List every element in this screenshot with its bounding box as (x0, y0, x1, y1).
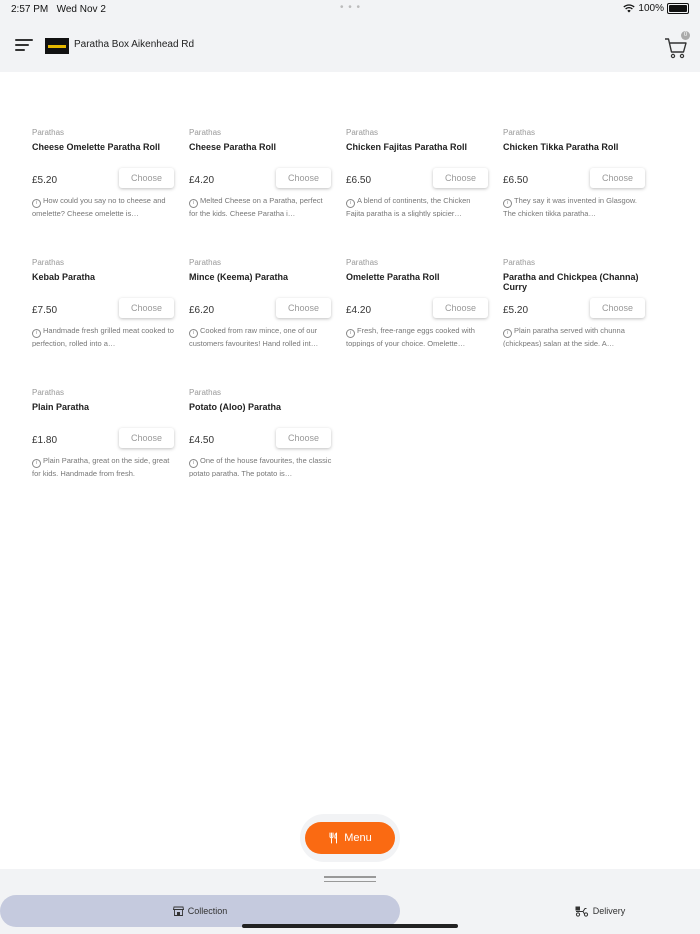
status-right (623, 3, 689, 14)
product-description-text: Plain Paratha, great on the side, great for kids. Handmade from fresh. (32, 456, 170, 477)
delivery-scooter-icon (575, 906, 589, 917)
info-icon[interactable]: i (346, 329, 355, 338)
product-description (32, 455, 175, 477)
product-card[interactable] (189, 258, 332, 388)
product-description (189, 455, 332, 477)
store-icon (173, 906, 184, 916)
choose-button[interactable]: Choose (433, 298, 488, 318)
choose-button[interactable]: Choose (276, 298, 331, 318)
battery-icon (667, 3, 689, 14)
status-bar (0, 0, 700, 20)
product-card[interactable] (189, 388, 332, 518)
info-icon[interactable]: i (189, 329, 198, 338)
product-card[interactable] (503, 128, 646, 258)
choose-button[interactable]: Choose (590, 168, 645, 188)
product-name: Plain Paratha (32, 402, 90, 412)
product-price: £7.50 (32, 305, 58, 316)
product-card[interactable] (346, 258, 489, 388)
product-price: £4.20 (189, 175, 215, 186)
product-description-text: Cooked from raw mince, one of our customers favourites! Hand rolled int… (189, 326, 319, 347)
product-grid (32, 128, 660, 518)
product-card[interactable] (32, 128, 175, 258)
choose-button[interactable]: Choose (119, 168, 174, 188)
tab-delivery[interactable] (500, 895, 700, 927)
status-time-date (11, 4, 106, 15)
product-description-text: Plain paratha served with chunna (chickpeas) salan at the side. A… (503, 326, 625, 347)
utensils-icon (328, 832, 339, 844)
product-card[interactable] (503, 258, 646, 388)
info-icon[interactable]: i (503, 329, 512, 338)
status-time: 2:57 PM (11, 4, 49, 15)
info-icon[interactable]: i (32, 329, 41, 338)
product-category: Parathas (32, 258, 65, 267)
product-category: Parathas (189, 258, 222, 267)
wifi-icon (623, 4, 635, 13)
product-description-text: One of the house favourites, the classic potato paratha. The potato is… (189, 456, 332, 477)
product-price: £6.20 (189, 305, 215, 316)
product-name: Chicken Fajitas Paratha Roll (346, 142, 468, 152)
product-category: Parathas (32, 128, 65, 137)
product-price: £5.20 (32, 175, 58, 186)
product-description-text: Melted Cheese on a Paratha, perfect for the kids. Cheese Paratha i… (189, 196, 323, 217)
info-icon[interactable]: i (346, 199, 355, 208)
product-price: £5.20 (503, 305, 529, 316)
store-logo (45, 38, 69, 54)
product-name: Cheese Paratha Roll (189, 142, 277, 152)
product-category: Parathas (503, 258, 536, 267)
product-description-text: Handmade fresh grilled meat cooked to perfection, rolled into a… (32, 326, 174, 347)
hamburger-menu-icon[interactable] (15, 39, 33, 53)
info-icon[interactable]: i (32, 199, 41, 208)
info-icon[interactable]: i (189, 459, 198, 468)
product-name: Chicken Tikka Paratha Roll (503, 142, 619, 152)
product-description-text: Fresh, free-range eggs cooked with toppings of your choice. Omelette… (346, 326, 475, 347)
product-name: Mince (Keema) Paratha (189, 272, 289, 282)
choose-button[interactable]: Choose (276, 428, 331, 448)
choose-button[interactable]: Choose (433, 168, 488, 188)
product-price: £4.50 (189, 435, 215, 446)
product-card[interactable] (32, 258, 175, 388)
product-card[interactable] (346, 128, 489, 258)
product-category: Parathas (189, 128, 222, 137)
choose-button[interactable]: Choose (276, 168, 331, 188)
product-category: Parathas (503, 128, 536, 137)
battery-percent: 100% (638, 3, 664, 14)
product-description (503, 195, 646, 217)
choose-button[interactable]: Choose (119, 298, 174, 318)
tab-delivery-label: Delivery (592, 906, 626, 916)
product-description (346, 325, 489, 347)
app-header (0, 20, 700, 72)
product-category: Parathas (346, 258, 379, 267)
product-name: Potato (Aloo) Paratha (189, 402, 282, 412)
product-description (32, 195, 175, 217)
choose-button[interactable]: Choose (590, 298, 645, 318)
drag-handle[interactable] (324, 876, 376, 882)
product-category: Parathas (346, 128, 379, 137)
product-description (503, 325, 646, 347)
info-icon[interactable]: i (189, 199, 198, 208)
product-name: Omelette Paratha Roll (346, 272, 440, 282)
cart-count-badge: 0 (681, 31, 690, 40)
tab-collection[interactable] (0, 895, 400, 927)
product-category: Parathas (189, 388, 222, 397)
home-indicator[interactable] (242, 924, 458, 928)
product-card[interactable] (32, 388, 175, 518)
product-price: £6.50 (346, 175, 372, 186)
info-icon[interactable]: i (503, 199, 512, 208)
choose-button[interactable]: Choose (119, 428, 174, 448)
product-name: Kebab Paratha (32, 272, 96, 282)
product-description-text: They say it was invented in Glasgow. The chicken tikka paratha… (503, 196, 637, 217)
product-category: Parathas (32, 388, 65, 397)
product-description (346, 195, 489, 217)
product-price: £4.20 (346, 305, 372, 316)
product-description-text: A blend of continents, the Chicken Fajita paratha is a slightly spicier… (346, 196, 471, 217)
product-card[interactable] (189, 128, 332, 258)
store-name: Paratha Box Aikenhead Rd (74, 39, 195, 50)
product-description-text: How could you say no to cheese and omelette? Cheese omelette is… (32, 196, 166, 217)
product-name: Paratha and Chickpea (Channa) Curry (503, 272, 639, 292)
tab-collection-label: Collection (187, 906, 228, 916)
product-description (189, 325, 332, 347)
status-date: Wed Nov 2 (56, 4, 106, 15)
menu-button-label: Menu (344, 832, 372, 844)
product-name: Cheese Omelette Paratha Roll (32, 142, 161, 152)
product-description (189, 195, 332, 217)
menu-button[interactable] (305, 822, 395, 854)
multitask-dots[interactable]: • • • (340, 2, 362, 13)
product-price: £6.50 (503, 175, 529, 186)
info-icon[interactable]: i (32, 459, 41, 468)
product-description (32, 325, 175, 347)
product-price: £1.80 (32, 435, 58, 446)
